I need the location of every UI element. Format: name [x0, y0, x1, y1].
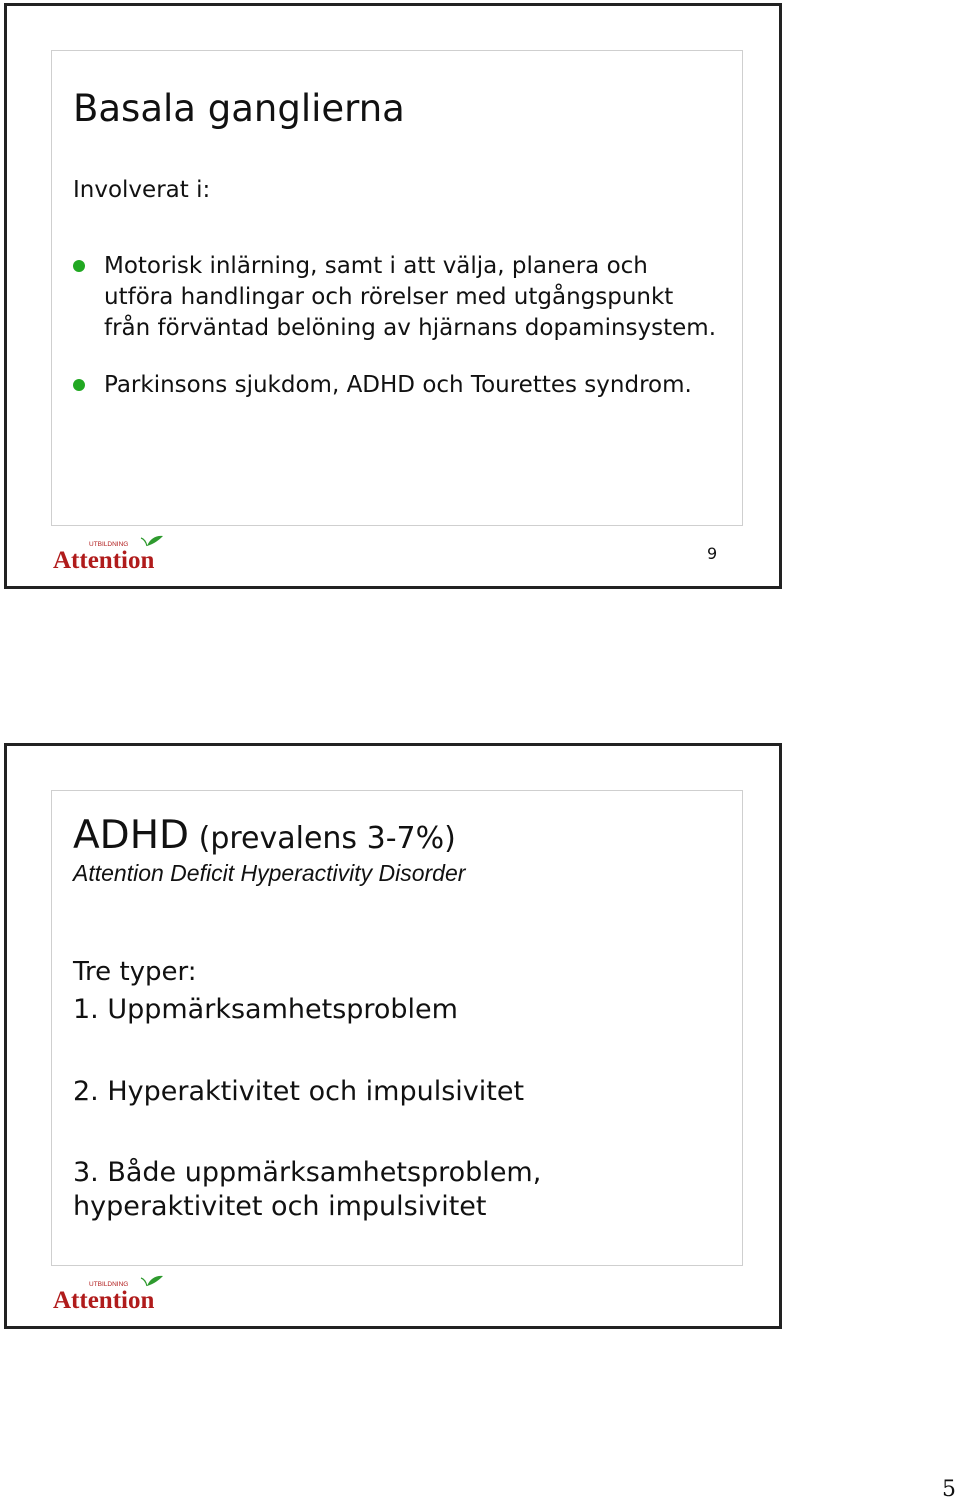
- slide-content-box: [51, 50, 743, 526]
- slide-adhd: [4, 743, 782, 1329]
- attention-logo: [49, 1272, 179, 1322]
- slide-content-box: [51, 790, 743, 1266]
- logo-main-text: Attention: [53, 547, 155, 574]
- bullet-text: Motorisk inlärning, samt i att välja, planera och utföra handlingar och rörelser med utgångspunkt från förväntad belöning av hjärnans dopaminsystem.: [104, 253, 717, 341]
- bullet-list: [73, 251, 723, 427]
- bullet-dot-icon: [73, 379, 85, 391]
- heading-detail: (prevalens 3-7%): [189, 821, 456, 856]
- type-item: 2. Hyperaktivitet och impulsivitet: [73, 1076, 525, 1107]
- slide-title: [73, 813, 456, 858]
- types-label: Tre typer:: [73, 957, 197, 987]
- heading-main: ADHD: [73, 813, 190, 858]
- slide-basala-ganglierna: [4, 3, 782, 589]
- slide-title: Basala ganglierna: [73, 87, 405, 130]
- intro-text: Involverat i:: [73, 177, 211, 203]
- type-item: 1. Uppmärksamhetsproblem: [73, 994, 458, 1025]
- bullet-item: [73, 251, 723, 344]
- logo-main-text: Attention: [53, 1287, 155, 1314]
- logo-small-text: UTBILDNING: [89, 541, 129, 548]
- attention-logo: [49, 532, 179, 582]
- bullet-text: Parkinsons sjukdom, ADHD och Tourettes syndrom.: [104, 372, 692, 398]
- slide-page-number: 9: [707, 544, 718, 563]
- logo-small-text: UTBILDNING: [89, 1281, 129, 1288]
- bullet-dot-icon: [73, 260, 85, 272]
- sheet-page-number: 5: [942, 1477, 956, 1502]
- bullet-item: [73, 370, 723, 401]
- slide-subtitle: Attention Deficit Hyperactivity Disorder: [73, 860, 466, 886]
- type-item: 3. Både uppmärksamhetsproblem, hyperaktivitet och impulsivitet: [73, 1157, 542, 1222]
